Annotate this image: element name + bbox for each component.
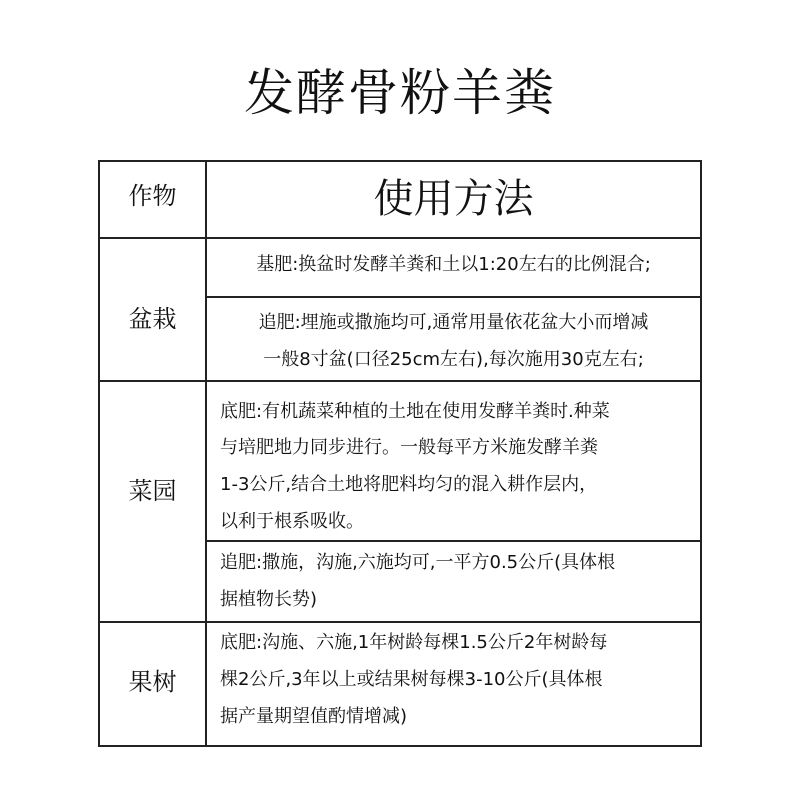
method-line: 基肥:换盆时发酵羊粪和土以1:20左右的比例混合;: [256, 254, 651, 275]
method-line: 与培肥地力同步进行。一般每平方米施发酵羊粪: [220, 437, 598, 458]
table-border-left: [98, 160, 100, 747]
table-border-bottom: [98, 745, 702, 747]
row-divider: [98, 621, 702, 623]
row-divider: [98, 380, 702, 382]
section-divider: [205, 296, 702, 298]
page-title: 发酵骨粉羊粪: [244, 64, 556, 122]
column-divider: [205, 160, 207, 747]
method-line: 底肥:有机蔬菜种植的土地在使用发酵羊粪时.种菜: [220, 401, 610, 422]
table-border-top: [98, 160, 702, 162]
crop-label: 菜园: [128, 477, 177, 505]
method-line: 据产量期望值酌情增减): [220, 706, 408, 727]
section-divider: [205, 540, 702, 542]
crop-label: 盆栽: [128, 305, 177, 333]
header-method: 使用方法: [373, 176, 534, 222]
method-line: 底肥:沟施、六施,1年树龄每棵1.5公斤2年树龄每: [220, 632, 608, 653]
method-line: 据植物长势): [220, 589, 318, 610]
method-line: 追肥:埋施或撒施均可,通常用量依花盆大小而增减: [258, 312, 649, 333]
method-line: 以利于根系吸收。: [220, 511, 364, 532]
method-line: 1-3公斤,结合土地将肥料均匀的混入耕作层内，: [220, 474, 598, 495]
method-line: 追肥:撒施，沟施,六施均可,一平方0.5公斤(具体根: [220, 552, 616, 573]
row-divider: [98, 237, 702, 239]
crop-label: 果树: [128, 668, 177, 696]
table-border-right: [700, 160, 702, 747]
method-line: 一般8寸盆(口径25cm左右),每次施用30克左右;: [263, 349, 644, 370]
header-crop: 作物: [128, 182, 177, 210]
method-line: 棵2公斤,3年以上或结果树每棵3-10公斤(具体根: [220, 669, 603, 690]
